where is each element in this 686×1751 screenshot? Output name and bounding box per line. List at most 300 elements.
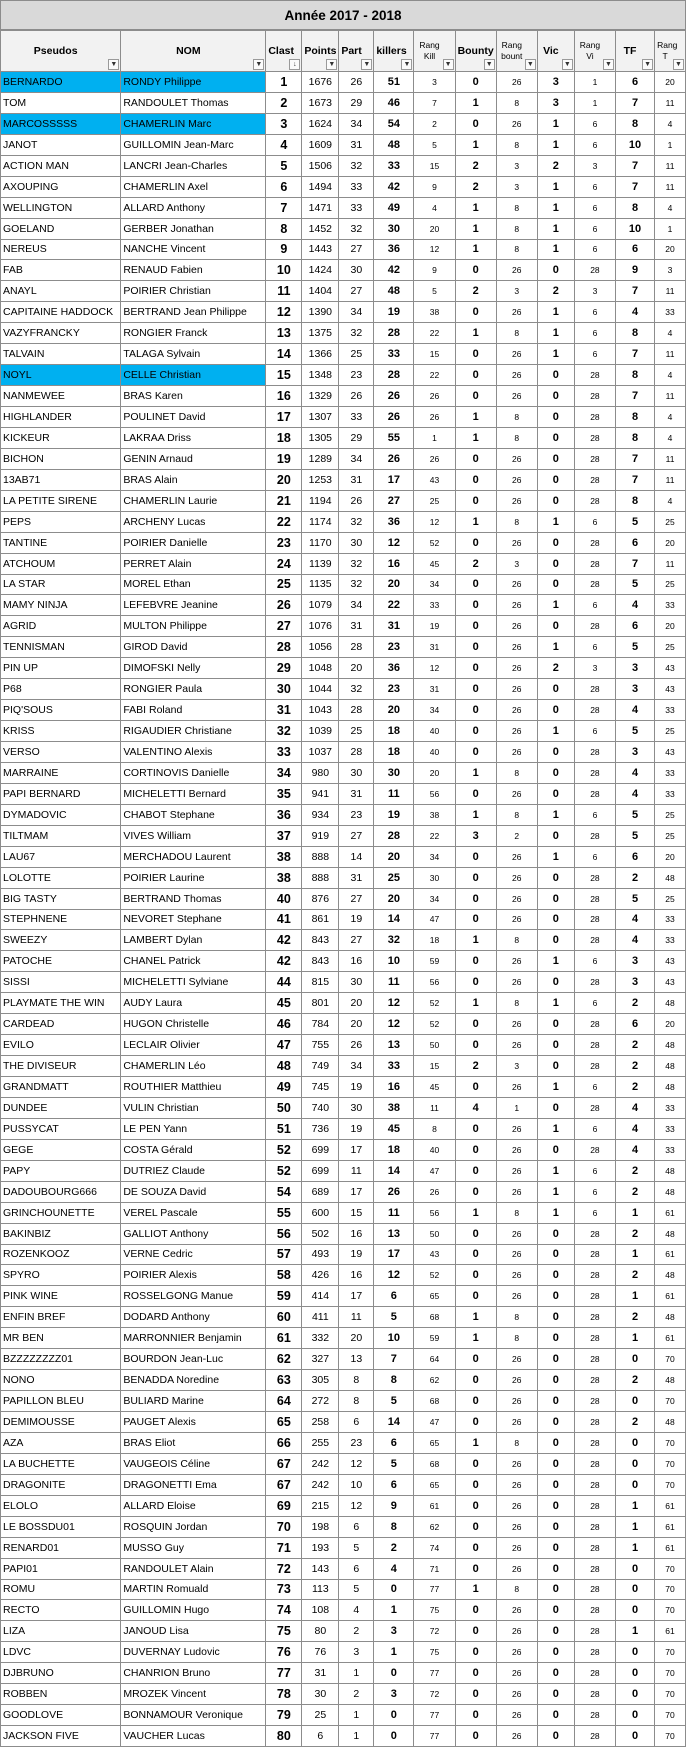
cell-clast[interactable]: 31 [266, 700, 302, 721]
cell-bounty[interactable]: 2 [455, 176, 496, 197]
filter-dropdown-icon[interactable]: ▼ [525, 59, 536, 70]
cell-bounty[interactable]: 0 [455, 1621, 496, 1642]
cell-pseudo[interactable]: PINK WINE [1, 1286, 121, 1307]
cell-rang-vi[interactable]: 28 [574, 679, 615, 700]
cell-rang-kill[interactable]: 65 [414, 1286, 455, 1307]
cell-rang-t[interactable]: 11 [655, 176, 686, 197]
cell-killers[interactable]: 3 [374, 1684, 414, 1705]
cell-pseudo[interactable]: ROZENKOOZ [1, 1244, 121, 1265]
cell-nom[interactable]: RIGAUDIER Christiane [121, 721, 266, 742]
cell-part[interactable]: 32 [339, 679, 374, 700]
cell-rang-t[interactable]: 4 [655, 490, 686, 511]
cell-rang-vi[interactable]: 28 [574, 365, 615, 386]
cell-killers[interactable]: 10 [374, 951, 414, 972]
cell-pseudo[interactable]: KICKEUR [1, 427, 121, 448]
cell-vic[interactable]: 1 [537, 134, 574, 155]
cell-nom[interactable]: ROSSELGONG Manue [121, 1286, 266, 1307]
cell-pseudo[interactable]: MARRAINE [1, 762, 121, 783]
cell-killers[interactable]: 26 [374, 1181, 414, 1202]
cell-tf[interactable]: 7 [616, 469, 655, 490]
cell-clast[interactable]: 73 [266, 1579, 302, 1600]
cell-rang-kill[interactable]: 62 [414, 1370, 455, 1391]
cell-nom[interactable]: DUTRIEZ Claude [121, 1160, 266, 1181]
cell-vic[interactable]: 0 [537, 1474, 574, 1495]
cell-nom[interactable]: RONGIER Franck [121, 323, 266, 344]
cell-part[interactable]: 1 [339, 1726, 374, 1747]
cell-clast[interactable]: 76 [266, 1642, 302, 1663]
cell-bounty[interactable]: 0 [455, 1035, 496, 1056]
cell-tf[interactable]: 5 [616, 804, 655, 825]
cell-clast[interactable]: 67 [266, 1474, 302, 1495]
cell-rang-bount[interactable]: 26 [496, 302, 537, 323]
cell-rang-t[interactable]: 20 [655, 239, 686, 260]
cell-killers[interactable]: 12 [374, 1014, 414, 1035]
cell-tf[interactable]: 3 [616, 742, 655, 763]
cell-killers[interactable]: 0 [374, 1705, 414, 1726]
cell-rang-t[interactable]: 70 [655, 1391, 686, 1412]
cell-rang-kill[interactable]: 45 [414, 553, 455, 574]
cell-pseudo[interactable]: BICHON [1, 448, 121, 469]
cell-points[interactable]: 193 [302, 1537, 339, 1558]
cell-tf[interactable]: 4 [616, 1139, 655, 1160]
cell-nom[interactable]: MUSSO Guy [121, 1537, 266, 1558]
cell-killers[interactable]: 20 [374, 700, 414, 721]
cell-rang-kill[interactable]: 34 [414, 700, 455, 721]
cell-rang-t[interactable]: 1 [655, 134, 686, 155]
cell-bounty[interactable]: 0 [455, 637, 496, 658]
cell-nom[interactable]: GALLIOT Anthony [121, 1223, 266, 1244]
cell-clast[interactable]: 32 [266, 721, 302, 742]
cell-killers[interactable]: 46 [374, 92, 414, 113]
cell-rang-vi[interactable]: 28 [574, 1453, 615, 1474]
cell-part[interactable]: 11 [339, 1160, 374, 1181]
cell-rang-bount[interactable]: 26 [496, 1160, 537, 1181]
cell-rang-vi[interactable]: 28 [574, 1286, 615, 1307]
cell-rang-bount[interactable]: 26 [496, 1139, 537, 1160]
cell-killers[interactable]: 10 [374, 1328, 414, 1349]
cell-rang-t[interactable]: 11 [655, 386, 686, 407]
cell-points[interactable]: 1039 [302, 721, 339, 742]
cell-killers[interactable]: 12 [374, 993, 414, 1014]
cell-bounty[interactable]: 0 [455, 700, 496, 721]
cell-tf[interactable]: 6 [616, 532, 655, 553]
cell-points[interactable]: 255 [302, 1432, 339, 1453]
cell-pseudo[interactable]: MARCOSSSSS [1, 113, 121, 134]
cell-bounty[interactable]: 0 [455, 448, 496, 469]
filter-dropdown-icon[interactable]: ▼ [401, 59, 412, 70]
cell-killers[interactable]: 54 [374, 113, 414, 134]
cell-killers[interactable]: 49 [374, 197, 414, 218]
cell-clast[interactable]: 59 [266, 1286, 302, 1307]
cell-killers[interactable]: 6 [374, 1286, 414, 1307]
cell-rang-bount[interactable]: 26 [496, 1370, 537, 1391]
cell-rang-bount[interactable]: 26 [496, 1077, 537, 1098]
cell-bounty[interactable]: 1 [455, 197, 496, 218]
cell-rang-t[interactable]: 4 [655, 113, 686, 134]
cell-pseudo[interactable]: BERNARDO [1, 72, 121, 93]
cell-bounty[interactable]: 0 [455, 1223, 496, 1244]
cell-rang-kill[interactable]: 38 [414, 804, 455, 825]
cell-rang-kill[interactable]: 52 [414, 993, 455, 1014]
cell-bounty[interactable]: 0 [455, 1014, 496, 1035]
cell-rang-t[interactable]: 11 [655, 553, 686, 574]
cell-rang-vi[interactable]: 6 [574, 239, 615, 260]
cell-vic[interactable]: 1 [537, 302, 574, 323]
cell-tf[interactable]: 4 [616, 700, 655, 721]
cell-points[interactable]: 1253 [302, 469, 339, 490]
cell-nom[interactable]: MARTIN Romuald [121, 1579, 266, 1600]
cell-killers[interactable]: 28 [374, 825, 414, 846]
cell-rang-kill[interactable]: 12 [414, 658, 455, 679]
cell-rang-bount[interactable]: 3 [496, 155, 537, 176]
cell-bounty[interactable]: 0 [455, 1558, 496, 1579]
cell-rang-t[interactable]: 61 [655, 1328, 686, 1349]
cell-vic[interactable]: 1 [537, 1118, 574, 1139]
cell-nom[interactable]: DIMOFSKI Nelly [121, 658, 266, 679]
cell-rang-t[interactable]: 70 [655, 1642, 686, 1663]
cell-bounty[interactable]: 1 [455, 804, 496, 825]
cell-bounty[interactable]: 0 [455, 951, 496, 972]
cell-nom[interactable]: LE PEN Yann [121, 1118, 266, 1139]
cell-nom[interactable]: BERTRAND Thomas [121, 888, 266, 909]
cell-vic[interactable]: 0 [537, 427, 574, 448]
cell-rang-t[interactable]: 20 [655, 1014, 686, 1035]
cell-killers[interactable]: 7 [374, 1349, 414, 1370]
cell-points[interactable]: 699 [302, 1160, 339, 1181]
cell-rang-vi[interactable]: 28 [574, 1558, 615, 1579]
cell-rang-vi[interactable]: 28 [574, 909, 615, 930]
cell-clast[interactable]: 56 [266, 1223, 302, 1244]
cell-points[interactable]: 332 [302, 1328, 339, 1349]
cell-bounty[interactable]: 0 [455, 386, 496, 407]
cell-points[interactable]: 689 [302, 1181, 339, 1202]
cell-pseudo[interactable]: GEGE [1, 1139, 121, 1160]
cell-rang-bount[interactable]: 26 [496, 1684, 537, 1705]
cell-points[interactable]: 258 [302, 1412, 339, 1433]
cell-tf[interactable]: 8 [616, 323, 655, 344]
cell-tf[interactable]: 4 [616, 909, 655, 930]
cell-killers[interactable]: 48 [374, 281, 414, 302]
cell-points[interactable]: 1139 [302, 553, 339, 574]
cell-rang-bount[interactable]: 26 [496, 951, 537, 972]
cell-rang-bount[interactable]: 26 [496, 365, 537, 386]
cell-killers[interactable]: 28 [374, 323, 414, 344]
cell-part[interactable]: 23 [339, 1432, 374, 1453]
cell-points[interactable]: 426 [302, 1265, 339, 1286]
cell-rang-kill[interactable]: 61 [414, 1495, 455, 1516]
cell-rang-vi[interactable]: 6 [574, 846, 615, 867]
cell-killers[interactable]: 17 [374, 469, 414, 490]
cell-tf[interactable]: 2 [616, 1077, 655, 1098]
cell-points[interactable]: 25 [302, 1705, 339, 1726]
cell-rang-kill[interactable]: 68 [414, 1453, 455, 1474]
cell-bounty[interactable]: 0 [455, 888, 496, 909]
cell-rang-bount[interactable]: 8 [496, 1579, 537, 1600]
cell-part[interactable]: 29 [339, 427, 374, 448]
cell-vic[interactable]: 0 [537, 1349, 574, 1370]
cell-killers[interactable]: 26 [374, 448, 414, 469]
cell-part[interactable]: 28 [339, 742, 374, 763]
cell-clast[interactable]: 49 [266, 1077, 302, 1098]
cell-vic[interactable]: 0 [537, 742, 574, 763]
cell-rang-t[interactable]: 25 [655, 637, 686, 658]
cell-part[interactable]: 6 [339, 1516, 374, 1537]
cell-tf[interactable]: 5 [616, 888, 655, 909]
cell-rang-bount[interactable]: 26 [496, 1516, 537, 1537]
cell-nom[interactable]: GERBER Jonathan [121, 218, 266, 239]
cell-nom[interactable]: TALAGA Sylvain [121, 344, 266, 365]
cell-vic[interactable]: 0 [537, 930, 574, 951]
cell-pseudo[interactable]: TALVAIN [1, 344, 121, 365]
cell-part[interactable]: 31 [339, 616, 374, 637]
cell-rang-vi[interactable]: 1 [574, 92, 615, 113]
cell-points[interactable]: 861 [302, 909, 339, 930]
cell-killers[interactable]: 45 [374, 1118, 414, 1139]
cell-clast[interactable]: 42 [266, 930, 302, 951]
cell-killers[interactable]: 19 [374, 804, 414, 825]
cell-points[interactable]: 745 [302, 1077, 339, 1098]
cell-rang-vi[interactable]: 28 [574, 1642, 615, 1663]
cell-part[interactable]: 33 [339, 407, 374, 428]
cell-rang-bount[interactable]: 26 [496, 1181, 537, 1202]
cell-pseudo[interactable]: GOODLOVE [1, 1705, 121, 1726]
filter-dropdown-icon[interactable]: ▼ [253, 59, 264, 70]
cell-killers[interactable]: 8 [374, 1516, 414, 1537]
cell-nom[interactable]: NANCHE Vincent [121, 239, 266, 260]
cell-bounty[interactable]: 0 [455, 867, 496, 888]
cell-killers[interactable]: 26 [374, 407, 414, 428]
cell-killers[interactable]: 18 [374, 1139, 414, 1160]
cell-bounty[interactable]: 0 [455, 469, 496, 490]
cell-rang-bount[interactable]: 26 [496, 742, 537, 763]
cell-rang-t[interactable]: 61 [655, 1202, 686, 1223]
cell-tf[interactable]: 7 [616, 281, 655, 302]
cell-vic[interactable]: 0 [537, 1642, 574, 1663]
filter-dropdown-icon[interactable]: ▼ [603, 59, 614, 70]
cell-rang-kill[interactable]: 15 [414, 155, 455, 176]
cell-rang-t[interactable]: 61 [655, 1286, 686, 1307]
cell-rang-bount[interactable]: 26 [496, 700, 537, 721]
cell-nom[interactable]: BENADDA Noredine [121, 1370, 266, 1391]
cell-clast[interactable]: 10 [266, 260, 302, 281]
cell-bounty[interactable]: 0 [455, 574, 496, 595]
cell-part[interactable]: 11 [339, 1307, 374, 1328]
cell-nom[interactable]: ROUTHIER Matthieu [121, 1077, 266, 1098]
cell-rang-bount[interactable]: 26 [496, 260, 537, 281]
cell-part[interactable]: 16 [339, 1223, 374, 1244]
cell-vic[interactable]: 2 [537, 155, 574, 176]
cell-vic[interactable]: 1 [537, 344, 574, 365]
cell-bounty[interactable]: 2 [455, 553, 496, 574]
cell-nom[interactable]: CHANRION Bruno [121, 1663, 266, 1684]
cell-part[interactable]: 19 [339, 1244, 374, 1265]
cell-rang-bount[interactable]: 8 [496, 1307, 537, 1328]
cell-rang-kill[interactable]: 75 [414, 1642, 455, 1663]
cell-bounty[interactable]: 2 [455, 281, 496, 302]
cell-points[interactable]: 699 [302, 1139, 339, 1160]
cell-pseudo[interactable]: ACTION MAN [1, 155, 121, 176]
cell-pseudo[interactable]: BAKINBIZ [1, 1223, 121, 1244]
cell-clast[interactable]: 69 [266, 1495, 302, 1516]
cell-bounty[interactable]: 0 [455, 595, 496, 616]
cell-rang-vi[interactable]: 28 [574, 1495, 615, 1516]
cell-points[interactable]: 600 [302, 1202, 339, 1223]
cell-rang-kill[interactable]: 77 [414, 1726, 455, 1747]
cell-clast[interactable]: 6 [266, 176, 302, 197]
cell-rang-kill[interactable]: 5 [414, 134, 455, 155]
cell-nom[interactable]: HUGON Christelle [121, 1014, 266, 1035]
cell-pseudo[interactable]: BIG TASTY [1, 888, 121, 909]
cell-rang-kill[interactable]: 12 [414, 239, 455, 260]
cell-tf[interactable]: 4 [616, 783, 655, 804]
cell-rang-t[interactable]: 48 [655, 1160, 686, 1181]
cell-killers[interactable]: 6 [374, 1474, 414, 1495]
cell-killers[interactable]: 14 [374, 1160, 414, 1181]
cell-rang-bount[interactable]: 26 [496, 1705, 537, 1726]
cell-rang-vi[interactable]: 28 [574, 1537, 615, 1558]
cell-rang-kill[interactable]: 50 [414, 1035, 455, 1056]
cell-rang-vi[interactable]: 28 [574, 616, 615, 637]
cell-nom[interactable]: GUILLOMIN Jean-Marc [121, 134, 266, 155]
cell-tf[interactable]: 10 [616, 218, 655, 239]
cell-rang-vi[interactable]: 28 [574, 742, 615, 763]
cell-rang-vi[interactable]: 3 [574, 658, 615, 679]
cell-rang-t[interactable]: 25 [655, 804, 686, 825]
cell-bounty[interactable]: 1 [455, 1307, 496, 1328]
cell-rang-vi[interactable]: 6 [574, 176, 615, 197]
cell-rang-t[interactable]: 48 [655, 1223, 686, 1244]
cell-rang-vi[interactable]: 28 [574, 1265, 615, 1286]
cell-rang-vi[interactable]: 6 [574, 1077, 615, 1098]
cell-points[interactable]: 934 [302, 804, 339, 825]
cell-points[interactable]: 749 [302, 1056, 339, 1077]
cell-clast[interactable]: 55 [266, 1202, 302, 1223]
cell-pseudo[interactable]: P68 [1, 679, 121, 700]
cell-vic[interactable]: 0 [537, 1558, 574, 1579]
cell-clast[interactable]: 21 [266, 490, 302, 511]
cell-clast[interactable]: 54 [266, 1181, 302, 1202]
cell-vic[interactable]: 0 [537, 888, 574, 909]
cell-clast[interactable]: 24 [266, 553, 302, 574]
cell-rang-t[interactable]: 70 [655, 1579, 686, 1600]
cell-tf[interactable]: 7 [616, 176, 655, 197]
cell-rang-vi[interactable]: 6 [574, 595, 615, 616]
cell-killers[interactable]: 0 [374, 1663, 414, 1684]
cell-pseudo[interactable]: 13AB71 [1, 469, 121, 490]
cell-killers[interactable]: 28 [374, 365, 414, 386]
cell-vic[interactable]: 0 [537, 532, 574, 553]
cell-rang-t[interactable]: 4 [655, 407, 686, 428]
cell-killers[interactable]: 11 [374, 1202, 414, 1223]
cell-vic[interactable]: 0 [537, 1684, 574, 1705]
cell-points[interactable]: 108 [302, 1600, 339, 1621]
cell-vic[interactable]: 0 [537, 1391, 574, 1412]
cell-part[interactable]: 16 [339, 951, 374, 972]
cell-rang-vi[interactable]: 6 [574, 511, 615, 532]
cell-rang-bount[interactable]: 3 [496, 281, 537, 302]
cell-points[interactable]: 1044 [302, 679, 339, 700]
cell-bounty[interactable]: 0 [455, 1495, 496, 1516]
cell-part[interactable]: 4 [339, 1600, 374, 1621]
cell-points[interactable]: 215 [302, 1495, 339, 1516]
cell-rang-bount[interactable]: 8 [496, 92, 537, 113]
cell-vic[interactable]: 0 [537, 490, 574, 511]
cell-rang-kill[interactable]: 20 [414, 762, 455, 783]
cell-vic[interactable]: 2 [537, 658, 574, 679]
cell-pseudo[interactable]: TENNISMAN [1, 637, 121, 658]
cell-rang-bount[interactable]: 8 [496, 1328, 537, 1349]
cell-points[interactable]: 888 [302, 867, 339, 888]
cell-rang-vi[interactable]: 28 [574, 700, 615, 721]
cell-rang-kill[interactable]: 72 [414, 1621, 455, 1642]
cell-rang-vi[interactable]: 28 [574, 532, 615, 553]
cell-rang-kill[interactable]: 59 [414, 951, 455, 972]
cell-vic[interactable]: 0 [537, 1328, 574, 1349]
cell-bounty[interactable]: 1 [455, 762, 496, 783]
cell-nom[interactable]: RONGIER Paula [121, 679, 266, 700]
cell-pseudo[interactable]: RENARD01 [1, 1537, 121, 1558]
cell-rang-t[interactable]: 48 [655, 1077, 686, 1098]
cell-bounty[interactable]: 0 [455, 1684, 496, 1705]
cell-rang-bount[interactable]: 26 [496, 679, 537, 700]
cell-part[interactable]: 6 [339, 1558, 374, 1579]
cell-clast[interactable]: 5 [266, 155, 302, 176]
cell-rang-bount[interactable]: 26 [496, 846, 537, 867]
cell-pseudo[interactable]: NANMEWEE [1, 386, 121, 407]
cell-tf[interactable]: 6 [616, 239, 655, 260]
cell-killers[interactable]: 14 [374, 909, 414, 930]
cell-vic[interactable]: 0 [537, 867, 574, 888]
cell-tf[interactable]: 5 [616, 721, 655, 742]
cell-pseudo[interactable]: DADOUBOURG666 [1, 1181, 121, 1202]
cell-pseudo[interactable]: VERSO [1, 742, 121, 763]
cell-part[interactable]: 34 [339, 448, 374, 469]
cell-rang-bount[interactable]: 26 [496, 1558, 537, 1579]
cell-clast[interactable]: 2 [266, 92, 302, 113]
cell-nom[interactable]: LAMBERT Dylan [121, 930, 266, 951]
cell-vic[interactable]: 1 [537, 113, 574, 134]
cell-pseudo[interactable]: LOLOTTE [1, 867, 121, 888]
cell-killers[interactable]: 42 [374, 176, 414, 197]
cell-nom[interactable]: JANOUD Lisa [121, 1621, 266, 1642]
cell-rang-bount[interactable]: 26 [496, 1726, 537, 1747]
cell-bounty[interactable]: 1 [455, 407, 496, 428]
cell-rang-t[interactable]: 25 [655, 574, 686, 595]
cell-pseudo[interactable]: ELOLO [1, 1495, 121, 1516]
cell-rang-t[interactable]: 61 [655, 1495, 686, 1516]
cell-clast[interactable]: 4 [266, 134, 302, 155]
cell-part[interactable]: 32 [339, 155, 374, 176]
cell-clast[interactable]: 60 [266, 1307, 302, 1328]
cell-part[interactable]: 20 [339, 1328, 374, 1349]
cell-tf[interactable]: 2 [616, 1160, 655, 1181]
cell-rang-bount[interactable]: 26 [496, 1244, 537, 1265]
cell-rang-vi[interactable]: 6 [574, 302, 615, 323]
cell-tf[interactable]: 0 [616, 1432, 655, 1453]
cell-rang-vi[interactable]: 6 [574, 721, 615, 742]
cell-pseudo[interactable]: DYMADOVIC [1, 804, 121, 825]
cell-nom[interactable]: AUDY Laura [121, 993, 266, 1014]
cell-rang-kill[interactable]: 52 [414, 1014, 455, 1035]
cell-bounty[interactable]: 0 [455, 490, 496, 511]
cell-rang-bount[interactable]: 26 [496, 344, 537, 365]
cell-part[interactable]: 26 [339, 490, 374, 511]
cell-rang-kill[interactable]: 31 [414, 679, 455, 700]
cell-rang-kill[interactable]: 72 [414, 1684, 455, 1705]
cell-rang-vi[interactable]: 28 [574, 1349, 615, 1370]
cell-clast[interactable]: 46 [266, 1014, 302, 1035]
cell-vic[interactable]: 1 [537, 239, 574, 260]
